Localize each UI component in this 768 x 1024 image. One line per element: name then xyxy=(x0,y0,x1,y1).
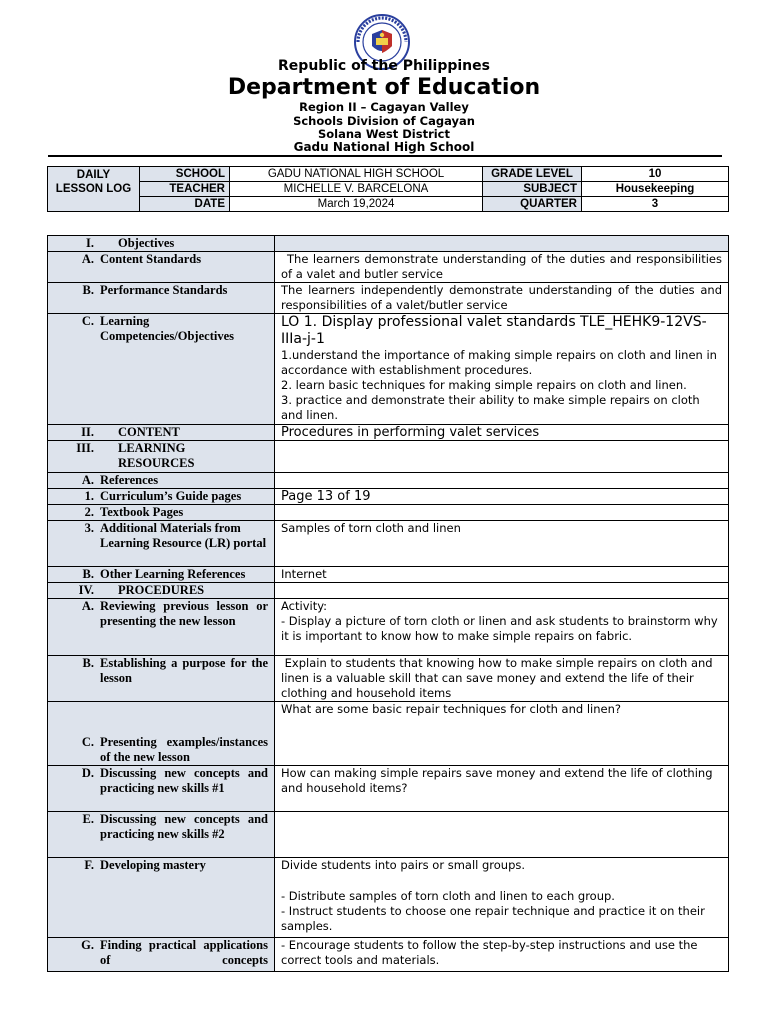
presenting-label: Presenting examples/instances of the new lesson xyxy=(100,735,268,764)
table-row xyxy=(48,441,729,473)
references-label: References xyxy=(100,473,159,487)
mastery-line-2: - Distribute samples of torn cloth and linen to each group. xyxy=(281,889,615,903)
mastery-line-3: - Instruct students to choose one repair technique and practice it on their samples. xyxy=(281,904,705,933)
table-row xyxy=(48,656,729,702)
district-heading: Solana West District xyxy=(317,127,450,141)
objectives-label: Objectives xyxy=(118,236,175,250)
republic-heading: Republic of the Philippines xyxy=(278,58,490,74)
department-heading: Department of Education xyxy=(227,75,541,100)
content-label: CONTENT xyxy=(118,425,180,439)
discussing-2-label: Discussing new concepts and practicing new skills #2 xyxy=(100,812,268,841)
row-number: G. xyxy=(81,938,94,952)
subject-label: SUBJECT xyxy=(483,182,582,197)
table-row xyxy=(48,567,729,583)
row-number: D. xyxy=(81,766,94,780)
content-standards-label: Content Standards xyxy=(100,252,202,266)
subject-value: Housekeeping xyxy=(582,182,729,197)
discussing-1-label: Discussing new concepts and practicing new skills #1 xyxy=(100,766,268,795)
region-heading: Region II – Cagayan Valley xyxy=(299,100,469,114)
reviewing-label: Reviewing previous lesson or presenting the new lesson xyxy=(100,599,268,628)
table-row xyxy=(48,938,729,972)
table-row xyxy=(48,812,729,858)
lesson-plan-table xyxy=(47,235,729,972)
other-references-value: Internet xyxy=(275,567,729,583)
row-number: F. xyxy=(84,858,94,872)
table-row xyxy=(48,505,729,521)
applications-value: - Encourage students to follow the step-by-step instructions and use the correct tools and materials. xyxy=(275,938,729,972)
performance-standards-value: The learners independently demonstrate understanding of the duties and responsibilities of a valet/butler service xyxy=(275,283,729,314)
row-number: C. xyxy=(81,735,94,749)
quarter-value: 3 xyxy=(582,197,729,212)
row-number: A. xyxy=(81,599,94,613)
school-heading: Gadu National High School xyxy=(293,140,475,154)
curriculum-guide-value: Page 13 of 19 xyxy=(275,489,729,505)
curriculum-guide-label: Curriculum’s Guide pages xyxy=(100,489,242,503)
content-value: Procedures in performing valet services xyxy=(275,425,729,441)
school-value: GADU NATIONAL HIGH SCHOOL xyxy=(230,167,483,182)
presenting-value: What are some basic repair techniques for cloth and linen? xyxy=(275,702,729,766)
school-label: SCHOOL xyxy=(140,167,230,182)
table-row xyxy=(48,489,729,505)
other-references-label: Other Learning References xyxy=(100,567,246,581)
procedures-label: PROCEDURES xyxy=(118,583,205,597)
row-number: A. xyxy=(81,473,94,487)
competencies-label: Learning Competencies/Objectives xyxy=(100,314,234,343)
table-row xyxy=(48,858,729,938)
table-row xyxy=(48,425,729,441)
applications-label: Finding practical applications of concepts xyxy=(100,938,268,967)
objective-3: 3. practice and demonstrate their ability to make simple repairs on cloth and linen. xyxy=(281,393,700,422)
table-row xyxy=(48,283,729,314)
table-row xyxy=(48,599,729,656)
row-number: B. xyxy=(82,567,94,581)
lesson-info-table xyxy=(47,166,729,212)
performance-standards-label: Performance Standards xyxy=(100,283,228,297)
discussing-1-value: How can making simple repairs save money and extend the life of clothing and household items? xyxy=(275,766,729,812)
grade-level-label: GRADE LEVEL xyxy=(483,167,582,182)
table-row xyxy=(48,473,729,489)
learning-outcome: LO 1. Display professional valet standards TLE_HEHK9-12VS-IIIa-j-1 xyxy=(281,314,707,347)
row-number: B. xyxy=(82,283,94,297)
daily-lesson-log-label: DAILY LESSON LOG xyxy=(48,167,140,212)
table-row xyxy=(48,252,729,283)
row-number: 3. xyxy=(84,521,94,535)
objective-1: 1.understand the importance of making simple repairs on cloth and linen in accordance with establishment procedures. xyxy=(281,348,717,377)
quarter-label: QUARTER xyxy=(483,197,582,212)
objective-2: 2. learn basic techniques for making simple repairs on cloth and linen. xyxy=(281,378,687,392)
mastery-line-1: Divide students into pairs or small groups. xyxy=(281,858,526,872)
table-row xyxy=(48,521,729,567)
row-number: II. xyxy=(81,425,94,439)
row-number: A. xyxy=(81,252,94,266)
header-divider xyxy=(48,155,722,157)
purpose-value: Explain to students that knowing how to make simple repairs on cloth and linen is a valuable skill that can save money and extend the life of their clothing and household items xyxy=(275,656,729,702)
learning-resources-label: LEARNING RESOURCES xyxy=(118,441,195,470)
table-row xyxy=(48,236,729,252)
content-standards-value: The learners demonstrate understanding of the duties and responsibilities of a valet and butler service xyxy=(275,252,729,283)
reviewing-activity-text: - Display a picture of torn cloth or linen and ask students to brainstorm why it is important to know how to make simple repairs on fabric. xyxy=(281,614,718,643)
division-heading: Schools Division of Cagayan xyxy=(293,114,475,128)
mastery-label: Developing mastery xyxy=(100,858,206,872)
row-number: E. xyxy=(82,812,94,826)
table-row xyxy=(48,583,729,599)
row-number: 1. xyxy=(84,489,94,503)
reviewing-activity-heading: Activity: xyxy=(281,599,328,613)
row-number: B. xyxy=(82,656,94,670)
date-label: DATE xyxy=(140,197,230,212)
table-row xyxy=(48,314,729,425)
teacher-label: TEACHER xyxy=(140,182,230,197)
row-number: C. xyxy=(81,314,94,328)
additional-materials-label: Additional Materials from Learning Resource (LR) portal xyxy=(100,521,267,550)
table-row xyxy=(48,702,729,766)
row-number: 2. xyxy=(84,505,94,519)
row-number: I. xyxy=(86,236,94,250)
textbook-label: Textbook Pages xyxy=(100,505,184,519)
purpose-label: Establishing a purpose for the lesson xyxy=(100,656,268,685)
grade-level-value: 10 xyxy=(582,167,729,182)
table-row xyxy=(48,766,729,812)
teacher-value: MICHELLE V. BARCELONA xyxy=(230,182,483,197)
row-number: III. xyxy=(76,441,94,455)
row-number: IV. xyxy=(78,583,94,597)
additional-materials-value: Samples of torn cloth and linen xyxy=(275,521,729,567)
date-value: March 19,2024 xyxy=(230,197,483,212)
